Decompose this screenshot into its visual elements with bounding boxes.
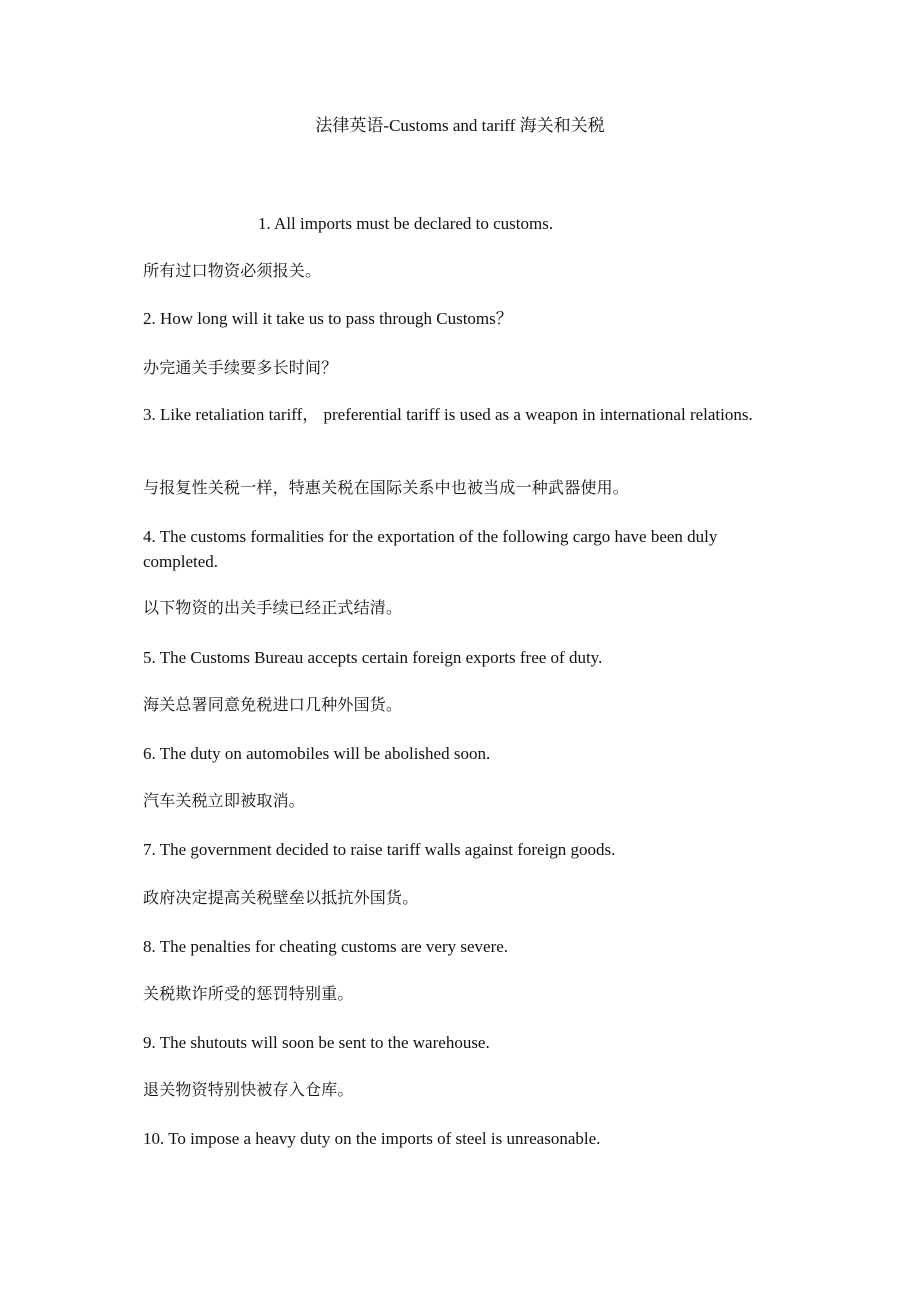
item-5-english: 5. The Customs Bureau accepts certain foreign exports free of duty. — [143, 648, 603, 667]
item-7-english: 7. The government decided to raise tariff walls against foreign goods. — [143, 840, 616, 859]
item-3-chinese: 与报复性关税一样，特惠关税在国际关系中也被当成一种武器使用。 — [143, 478, 630, 497]
item-6-english: 6. The duty on automobiles will be abolished soon. — [143, 744, 491, 763]
item-9-chinese: 退关物资特别快被存入仓库。 — [143, 1080, 354, 1099]
item-7-chinese: 政府决定提高关税壁垒以抵抗外国货。 — [143, 888, 419, 907]
item-3-english: 3. Like retaliation tariff， preferential tariff is used as a weapon in international relations. — [143, 405, 753, 424]
item-8-chinese: 关税欺诈所受的惩罚特别重。 — [143, 984, 354, 1003]
item-4-english: 4. The customs formalities for the exportation of the following cargo have been duly completed. — [143, 527, 718, 571]
page-title: 法律英语-Customs and tariff 海关和关税 — [315, 116, 605, 135]
item-5-chinese: 海关总署同意免税进口几种外国货。 — [143, 695, 403, 714]
item-2-english: 2. How long will it take us to pass through Customs？ — [143, 309, 513, 328]
item-1-english: 1. All imports must be declared to customs. — [258, 214, 554, 233]
item-4-chinese: 以下物资的出关手续已经正式结清。 — [143, 598, 403, 617]
item-10-english: 10. To impose a heavy duty on the imports of steel is unreasonable. — [143, 1129, 601, 1148]
item-6-chinese: 汽车关税立即被取消。 — [143, 791, 306, 810]
item-8-english: 8. The penalties for cheating customs are very severe. — [143, 937, 509, 956]
item-9-english: 9. The shutouts will soon be sent to the warehouse. — [143, 1033, 490, 1052]
item-2-chinese: 办完通关手续要多长时间？ — [143, 358, 338, 377]
item-1-chinese: 所有过口物资必须报关。 — [143, 261, 322, 280]
